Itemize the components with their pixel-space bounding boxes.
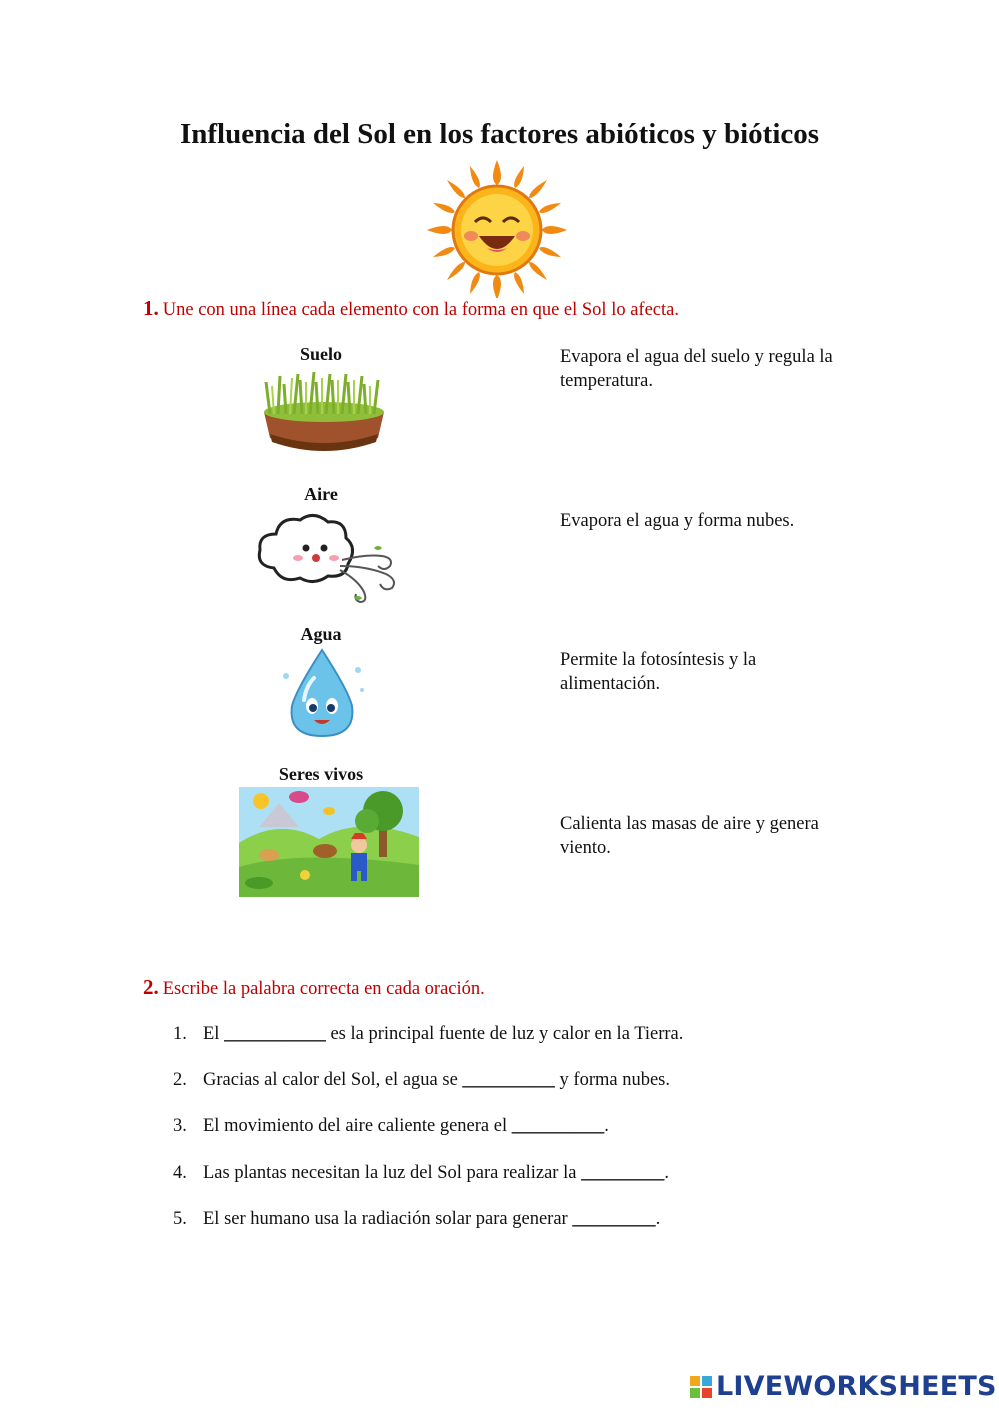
answer-blank-2[interactable]: __________ <box>462 1070 555 1090</box>
item-label-aire: Aire <box>304 484 338 504</box>
sentence-text: . <box>655 1209 661 1229</box>
sentence-number: 5. <box>173 1209 187 1229</box>
question-1-instruction: Une con una línea cada elemento con la forma en que el Sol lo afecta. <box>162 300 679 320</box>
question-2 <box>143 975 485 1000</box>
water-drop-illustration <box>276 646 368 740</box>
description-4: Calienta las masas de aire y genera viento. <box>560 814 819 858</box>
sentence-text: . <box>664 1163 669 1183</box>
item-label-seres-vivos: Seres vivos <box>278 764 364 784</box>
sentence-number: 2. <box>173 1070 187 1090</box>
description-2: Evapora el agua y forma nubes. <box>560 511 795 531</box>
item-label-agua: Agua <box>300 624 342 644</box>
logo-text: LIVEWORKSHEETS <box>716 1371 997 1402</box>
item-label-suelo: Suelo <box>299 344 342 364</box>
sun-illustration <box>423 158 571 298</box>
answer-blank-4[interactable]: _________ <box>581 1163 665 1183</box>
question-2-instruction: Escribe la palabra correcta en cada oración. <box>162 979 485 999</box>
answer-blank-5[interactable]: _________ <box>572 1209 656 1229</box>
sentence-text: Gracias al calor del Sol, el agua se <box>203 1070 463 1090</box>
sentence-number: 3. <box>173 1116 187 1136</box>
sentence-number: 1. <box>173 1024 187 1044</box>
description-3: Permite la fotosíntesis y la alimentación. <box>560 650 757 694</box>
question-2-number: 2. <box>143 975 159 999</box>
living-beings-illustration <box>239 787 419 897</box>
sentence-1 <box>173 1024 683 1045</box>
soil-grass-illustration <box>258 368 390 458</box>
sentence-text: El movimiento del aire caliente genera el <box>203 1116 512 1136</box>
sentence-text: El <box>203 1024 225 1044</box>
sentence-2 <box>173 1070 670 1091</box>
wind-cloud-illustration <box>254 508 404 608</box>
answer-blank-1[interactable]: ___________ <box>224 1024 326 1044</box>
page-title: Influencia del Sol en los factores abióticos y bióticos <box>179 118 820 150</box>
sentence-text: Las plantas necesitan la luz del Sol para realizar la <box>203 1163 582 1183</box>
answer-blank-3[interactable]: __________ <box>511 1116 605 1136</box>
description-1: Evapora el agua del suelo y regula la temperatura. <box>560 347 833 391</box>
logo-blocks-icon <box>690 1376 714 1400</box>
question-1-number: 1. <box>143 296 159 320</box>
sentence-5 <box>173 1209 660 1230</box>
sentence-text: es la principal fuente de luz y calor en la Tierra. <box>325 1024 684 1044</box>
sentence-text: y forma nubes. <box>554 1070 671 1090</box>
sentence-3 <box>173 1116 609 1137</box>
question-1 <box>143 296 679 321</box>
sentence-text: . <box>604 1116 609 1136</box>
sentence-text: El ser humano usa la radiación solar para generar <box>203 1209 573 1229</box>
sentence-number: 4. <box>173 1163 187 1183</box>
sentence-4 <box>173 1163 669 1184</box>
